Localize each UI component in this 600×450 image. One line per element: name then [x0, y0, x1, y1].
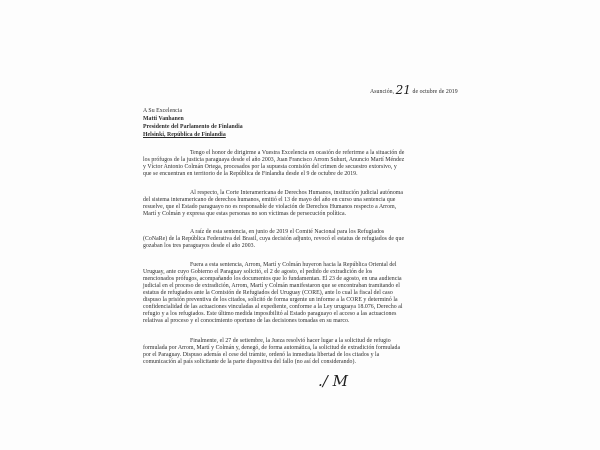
addressee-line1: A Su Excelencia: [143, 108, 183, 114]
addressee-place: Helsinki, República de Finlandia: [143, 132, 226, 138]
signature-fragment: ./ M: [318, 372, 348, 390]
date-line: [370, 83, 458, 97]
paragraph-line: Al respecto, la Corte Interamericana de Derechos Humanos, institución judicial autónoma: [190, 190, 403, 196]
paragraph-line: mencionados prófugos, acompañando los documentos que lo fundamentan. El 23 de agosto, en una audiencia: [143, 276, 402, 282]
paragraph-line: formulada por Arrom, Martí y Colmán y, denegó, de forma automática, la solicitud de extradición formulada: [143, 345, 401, 351]
paragraph-line: judicial en el proceso de extradición, Arrom, Martí y Colmán manifestaron que se encontraban tramitando el: [143, 283, 400, 289]
paragraph-line: estatus de refugiados ante la Comisión de Refugiados del Uruguay (CORE), ante lo cual la fiscal del caso: [143, 290, 393, 296]
city: Asunción,: [370, 89, 395, 95]
paragraph-line: dispuso la prisión preventiva de los citados, solicitó de forma urgente un informe a la CORE y determinó la: [143, 297, 398, 303]
addressee-name: Matti Vanhanen: [143, 116, 184, 122]
paragraph-line: los prófugos de la justicia paraguaya desde el año 2003, Juan Francisco Arrom Suhurt, Anuncio Martí Méndez: [143, 157, 405, 163]
paragraph-line: Finalmente, el 27 de setiembre, la Jueza resolvió hacer lugar a la solicitud de refugio: [190, 338, 391, 344]
addressee-title: Presidente del Parlamento de Finlandia: [143, 124, 243, 130]
paragraph-line: refugio y a los refugiados. Este último medida imposibilitó al Estado paraguayo el acceso a las actuaciones: [143, 311, 397, 317]
paragraph-line: Uruguay, ante cuyo Gobierno el Paraguay solicitó, el 2 de agosto, el pedido de extradición de los: [143, 269, 373, 275]
paragraph-line: y Víctor Antonio Colmán Ortega, procesados por la supuesta comisión del crimen de secuestro extorsivo, y: [143, 164, 397, 170]
handwritten-day: 21: [395, 83, 411, 97]
paragraph-line: A raíz de esta sentencia, en junio de 2019 el Comité Nacional para los Refugiados: [190, 229, 385, 235]
month-year: de octubre de 2019: [412, 89, 458, 95]
paragraph-line: por el Paraguay. Dispuso además el cese del trámite, ordenó la inmediata libertad de los citados y la: [143, 352, 380, 358]
paragraph-line: resuelve, que el Estado paraguayo no es responsable de violación de Derechos Humanos respecto a Arrom,: [143, 204, 397, 210]
paragraph-line: comunicación al país solicitante de la parte dispositiva del fallo (no así del considerando).: [143, 359, 356, 365]
paragraph-line: Martí y Colmán y expresa que estas personas no son víctimas de persecución política.: [143, 211, 347, 217]
paragraph-line: relativas al proceso y el conocimiento oportuno de las decisiones tomadas en su marco.: [143, 318, 350, 324]
paragraph-line: Fuera a esta sentencia, Arrom, Martí y Colmán huyeron hacia la República Oriental del: [190, 262, 397, 268]
paragraph-line: confidencialidad de las actuaciones vinculadas al expediente, conforme a la Ley uruguaya 18.076, Derecho al: [143, 304, 403, 310]
paragraph-line: gozaban los tres paraguayos desde el año 2003.: [143, 243, 256, 249]
paragraph-line: Tengo el honor de dirigirme a Vuestra Excelencia en ocasión de referirme a la situación de: [190, 150, 405, 156]
paragraph-line: (CoNaRe) de la República Federativa del Brasil, cuya decisión adjunto, revocó el estatus de refugiados de que: [143, 236, 405, 242]
paragraph-line: que se encuentran en territorio de la República de Finlandia desde el 9 de octubre de 2019.: [143, 171, 358, 177]
paragraph-line: del sistema interamericano de derechos humanos, emitió el 13 de mayo del año en curso una sentencia que: [143, 197, 396, 203]
